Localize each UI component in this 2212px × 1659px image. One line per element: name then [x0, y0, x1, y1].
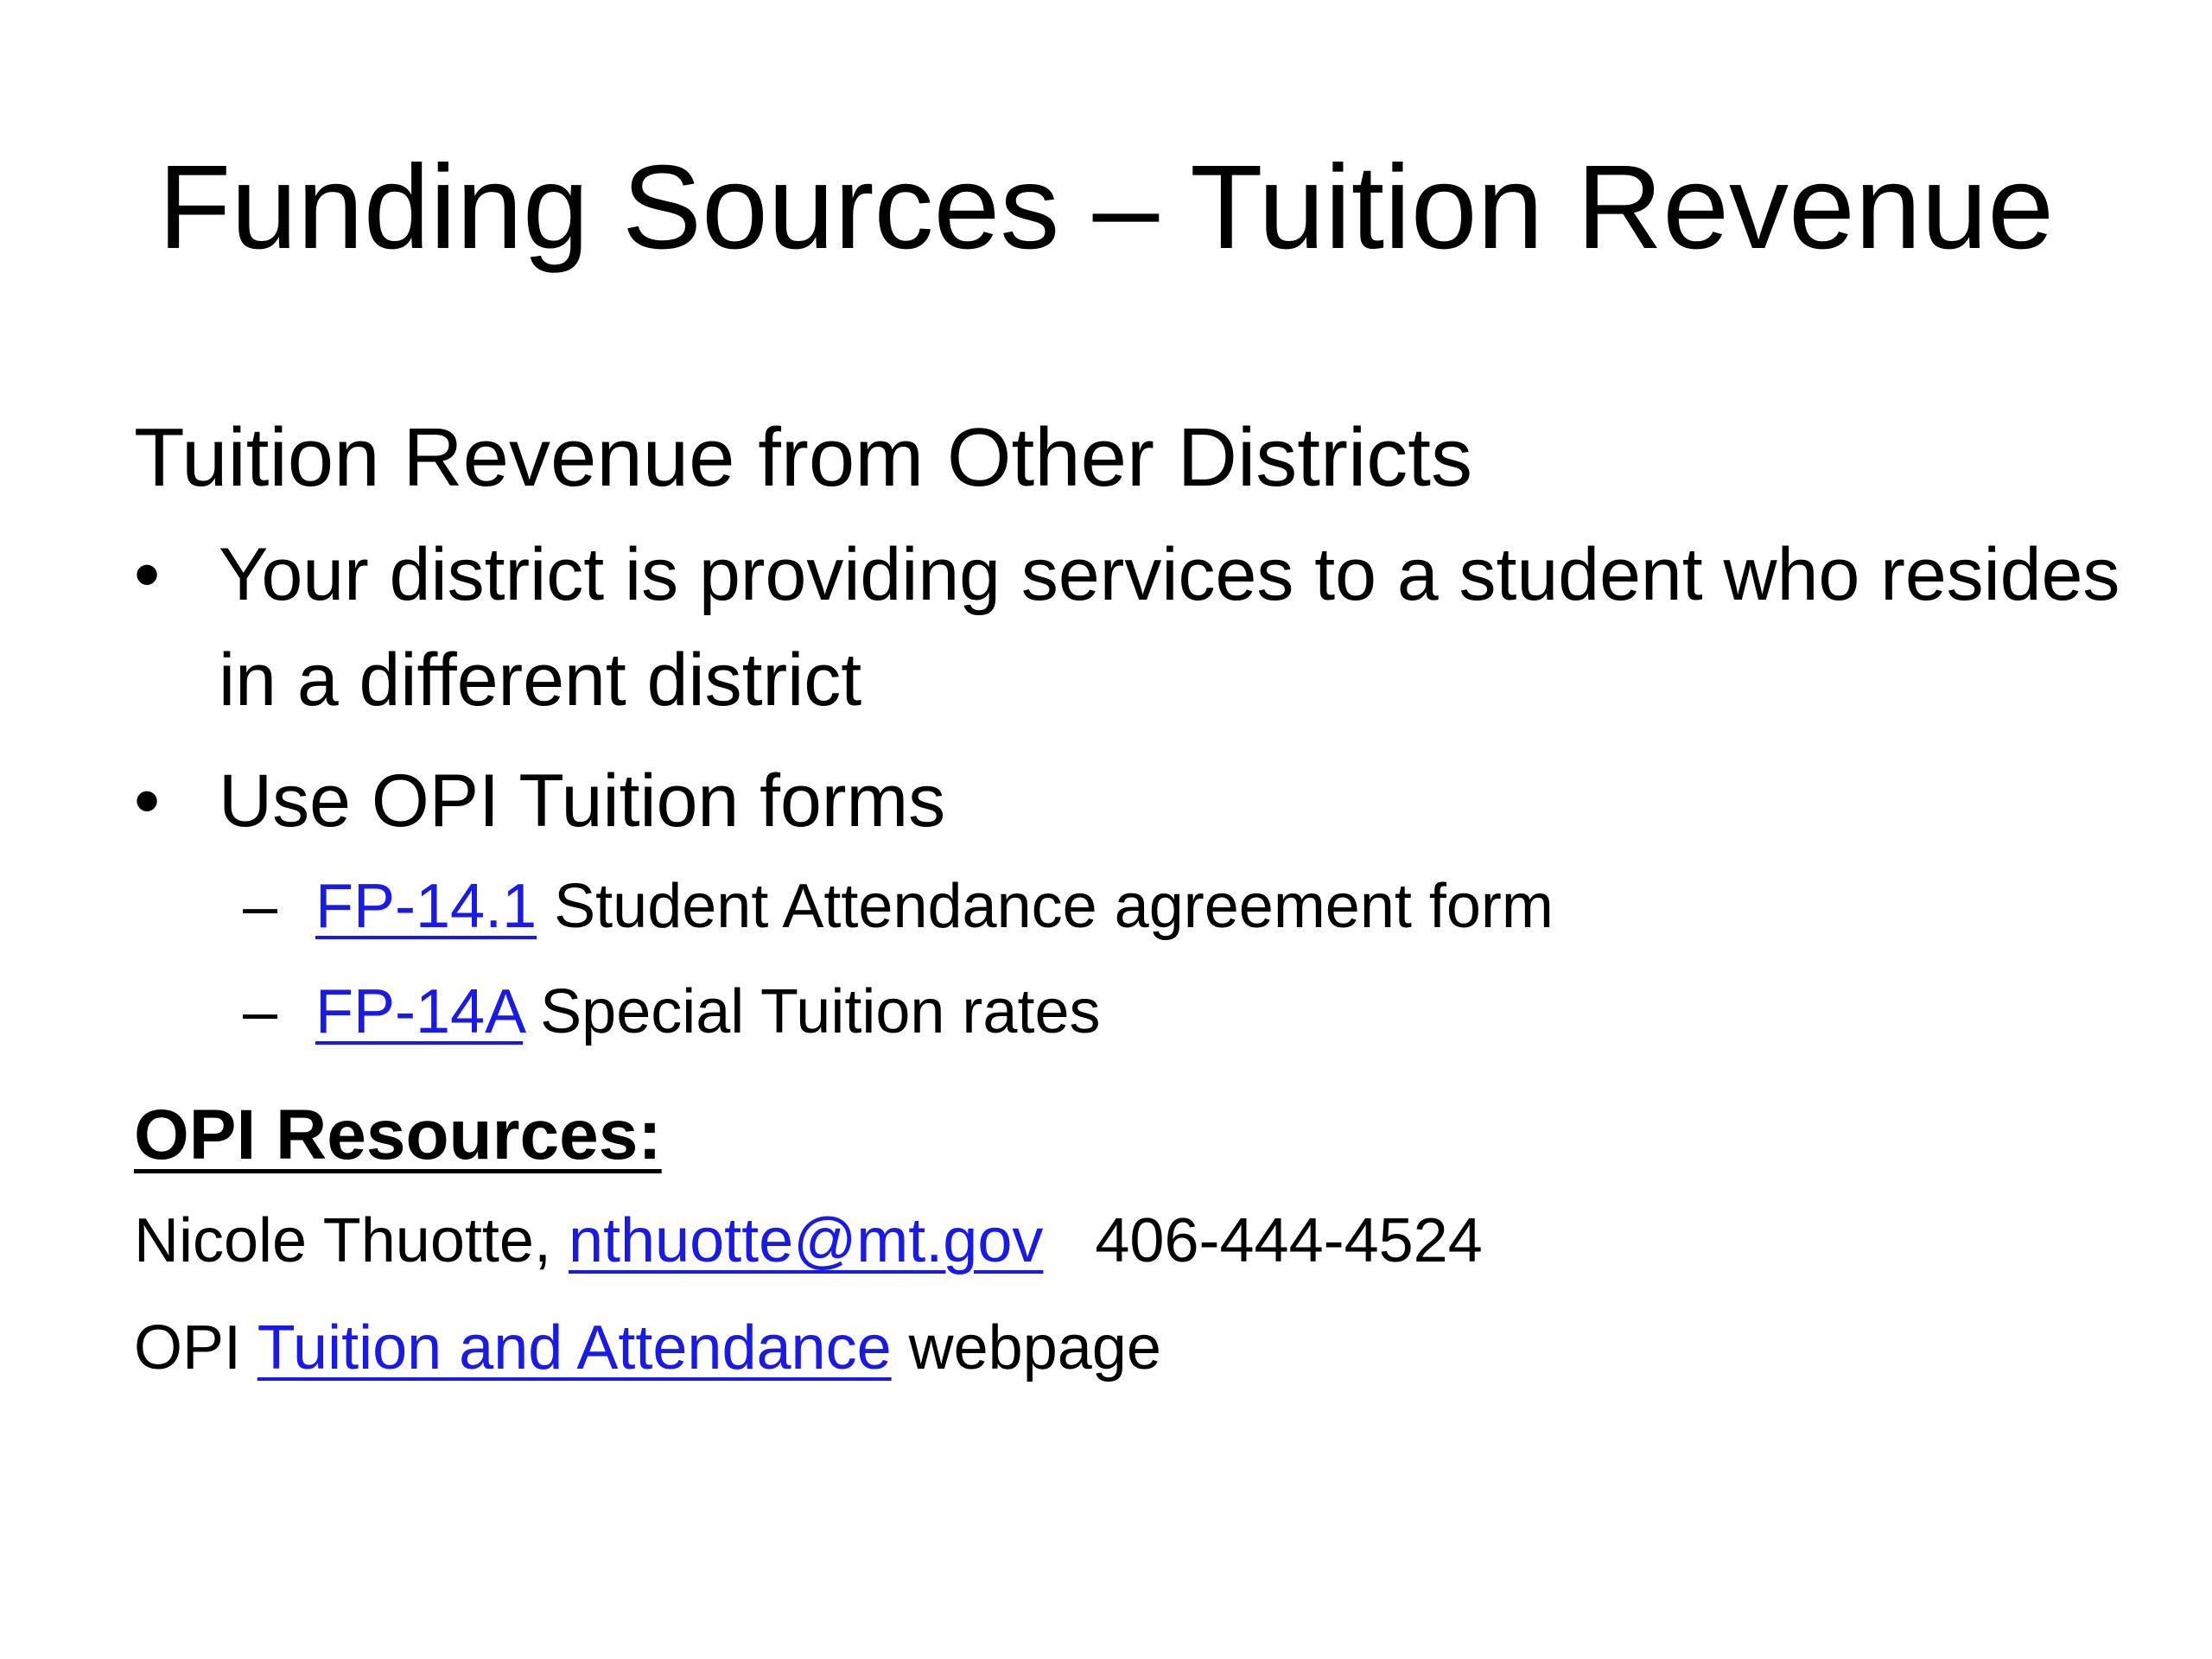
webpage-line: [134, 1294, 2121, 1402]
form-item: [134, 959, 2121, 1065]
slide-title: Funding Sources – Tuition Revenue: [157, 141, 2055, 274]
tuition-attendance-link[interactable]: Tuition and Attendance: [257, 1313, 892, 1382]
contact-phone: 406-444-4524: [1095, 1206, 1483, 1275]
bullet-item: [134, 748, 2121, 854]
form-description: Special Tuition rates: [540, 977, 1101, 1046]
contact-name: Nicole Thuotte,: [134, 1206, 551, 1275]
dash-icon: –: [243, 977, 278, 1046]
form-item: [134, 854, 2121, 959]
form-description: Student Attendance agreement form: [554, 872, 1554, 941]
bullet-text: Your district is providing services to a student who resides in a different district: [219, 533, 2120, 721]
bullet-icon: •: [134, 760, 161, 842]
slide-body: [134, 406, 2121, 1402]
email-link[interactable]: nthuotte@mt.gov: [568, 1206, 1044, 1275]
subheading: Tuition Revenue from Other Districts: [134, 411, 1472, 504]
webpage-prefix: OPI: [134, 1313, 242, 1382]
bullet-icon: •: [134, 533, 161, 616]
form-link-fp-14a[interactable]: FP-14A: [315, 977, 524, 1046]
webpage-suffix: webpage: [908, 1313, 1161, 1382]
resources-heading: OPI Resources:: [134, 1096, 662, 1174]
dash-icon: –: [243, 872, 278, 941]
bullet-text: Use OPI Tuition forms: [219, 760, 946, 842]
bullet-item: [134, 522, 2121, 733]
form-link-fp-14-1[interactable]: FP-14.1: [315, 872, 537, 941]
contact-line: [134, 1187, 2121, 1294]
